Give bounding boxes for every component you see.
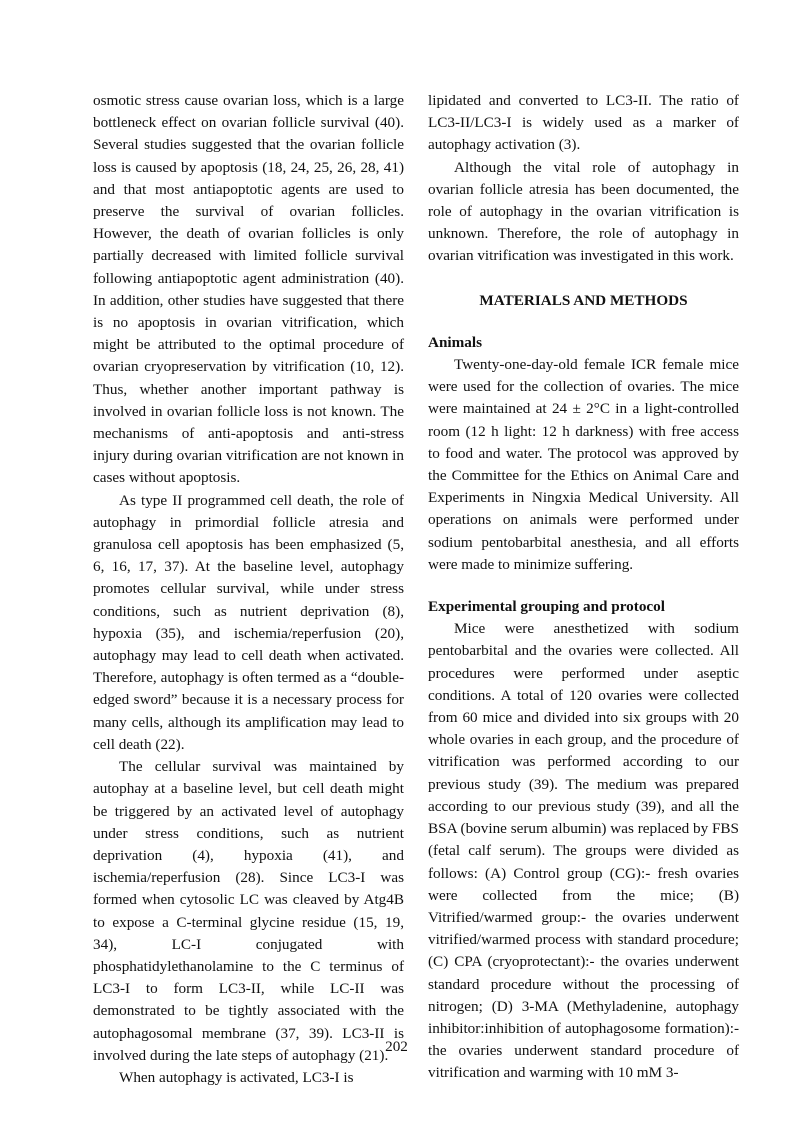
right-column — [428, 90, 739, 1085]
subsection-heading: Animals — [428, 333, 483, 351]
paragraph: Mice were anesthetized with sodium pentobarbital and the ovaries were collected. All procedures were performed under aseptic conditions. A total of 120 ovaries were collected from 60 mice and divided into six groups with 20 whole ovaries in each group, and the procedure of vitrification was performed according to our previous study (39). The medium was prepared according to our previous study (39), and all the BSA (bovine serum albumin) was replaced by FBS (fetal calf serum). The groups were divided as follows: (A) Control group (CG):- fresh ovaries were collected from the mice; (B) Vitrified/warmed group:- the ovaries underwent vitrified/warmed process with standard procedure; (C) CPA (cryoprotectant):- the ovaries underwent standard procedure without the processing of nitrogen; (D) 3-MA (Methyladenine, autophagy inhibitor:inhibition of autophagosome formation):- the ovaries underwent standard procedure of vitrification and warming with 10 mM 3- — [428, 620, 739, 1082]
paragraph: As type II programmed cell death, the role of autophagy in primordial follicle atresia and granulosa cell apoptosis has been emphasized (5, 6, 16, 17, 37). At the baseline level, autophagy promotes cellular survival, while under stress conditions, such as nutrient deprivation (8), hypoxia (35), and ischemia/reperfusion (20), autophagy may lead to cell death when activated. Therefore, autophagy is often termed as a “double-edged sword” because it is a necessary process for many cells, although its amplification may lead to cell death (22). — [93, 491, 404, 753]
paragraph: Although the vital role of autophagy in ovarian follicle atresia has been documented, the role of autophagy in the ovarian vitrification is unknown. Therefore, the role of autophagy in ovarian vitrification was investigated in this work. — [428, 158, 739, 265]
paragraph: The cellular survival was maintained by autophay at a baseline level, but cell death might be triggered by an activated level of autophagy under stress conditions, such as nutrient deprivation (4), hypoxia (41), and ischemia/reperfusion (28). Since LC3-I was formed when cytosolic LC was cleaved by Atg4B to expose a C-terminal glycine residue (15, 19, 34), LC-I conjugated with phosphatidylethanolamine to the C terminus of LC3-I to form LC3-II, while LC-II was demonstrated to be tightly associated with the autophagosomal membrane (37, 39). LC3-II is involved during the late steps of autophagy (21). — [93, 758, 404, 1064]
paragraph: lipidated and converted to LC3-II. The ratio of LC3-II/LC3-I is widely used as a marker of autophagy activation (3). — [428, 92, 739, 154]
subsection-heading: Experimental grouping and protocol — [428, 598, 665, 616]
left-column — [93, 90, 404, 1089]
paragraph: Twenty-one-day-old female ICR female mice were used for the collection of ovaries. The mice were maintained at 24 ± 2°C in a light-controlled room (12 h light: 12 h darkness) with free access to food and water. The protocol was approved by the Committee for the Ethics on Animal Care and Experiments in Ningxia Medical University. All operations on animals were performed under sodium pentobarbital anesthesia, and all efforts were made to minimize suffering. — [428, 356, 739, 573]
paragraph: When autophagy is activated, LC3-I is — [119, 1068, 354, 1086]
paragraph: osmotic stress cause ovarian loss, which is a large bottleneck effect on ovarian follicle survival (40). Several studies suggested that the ovarian follicle loss is caused by apoptosis (18, 24, 25, 26, 28, 41) and that most antiapoptotic agents are used to preserve the survival of ovarian follicles. However, the death of ovarian follicles is only partially decreased with limited follicle survival following antiapoptotic agent administration (40). In addition, other studies have suggested that there is no apoptosis in ovarian vitrification, which might be attributed to the optimal procedure of ovarian cryopreservation by vitrification (10, 12). Thus, whether another important pathway is involved in ovarian follicle loss is not known. The mechanisms of anti-apoptosis and anti-stress injury during ovarian vitrification are not known in cases without apoptosis. — [93, 92, 404, 487]
section-heading: MATERIALS AND METHODS — [479, 291, 688, 309]
page-number: 202 — [385, 1038, 408, 1055]
